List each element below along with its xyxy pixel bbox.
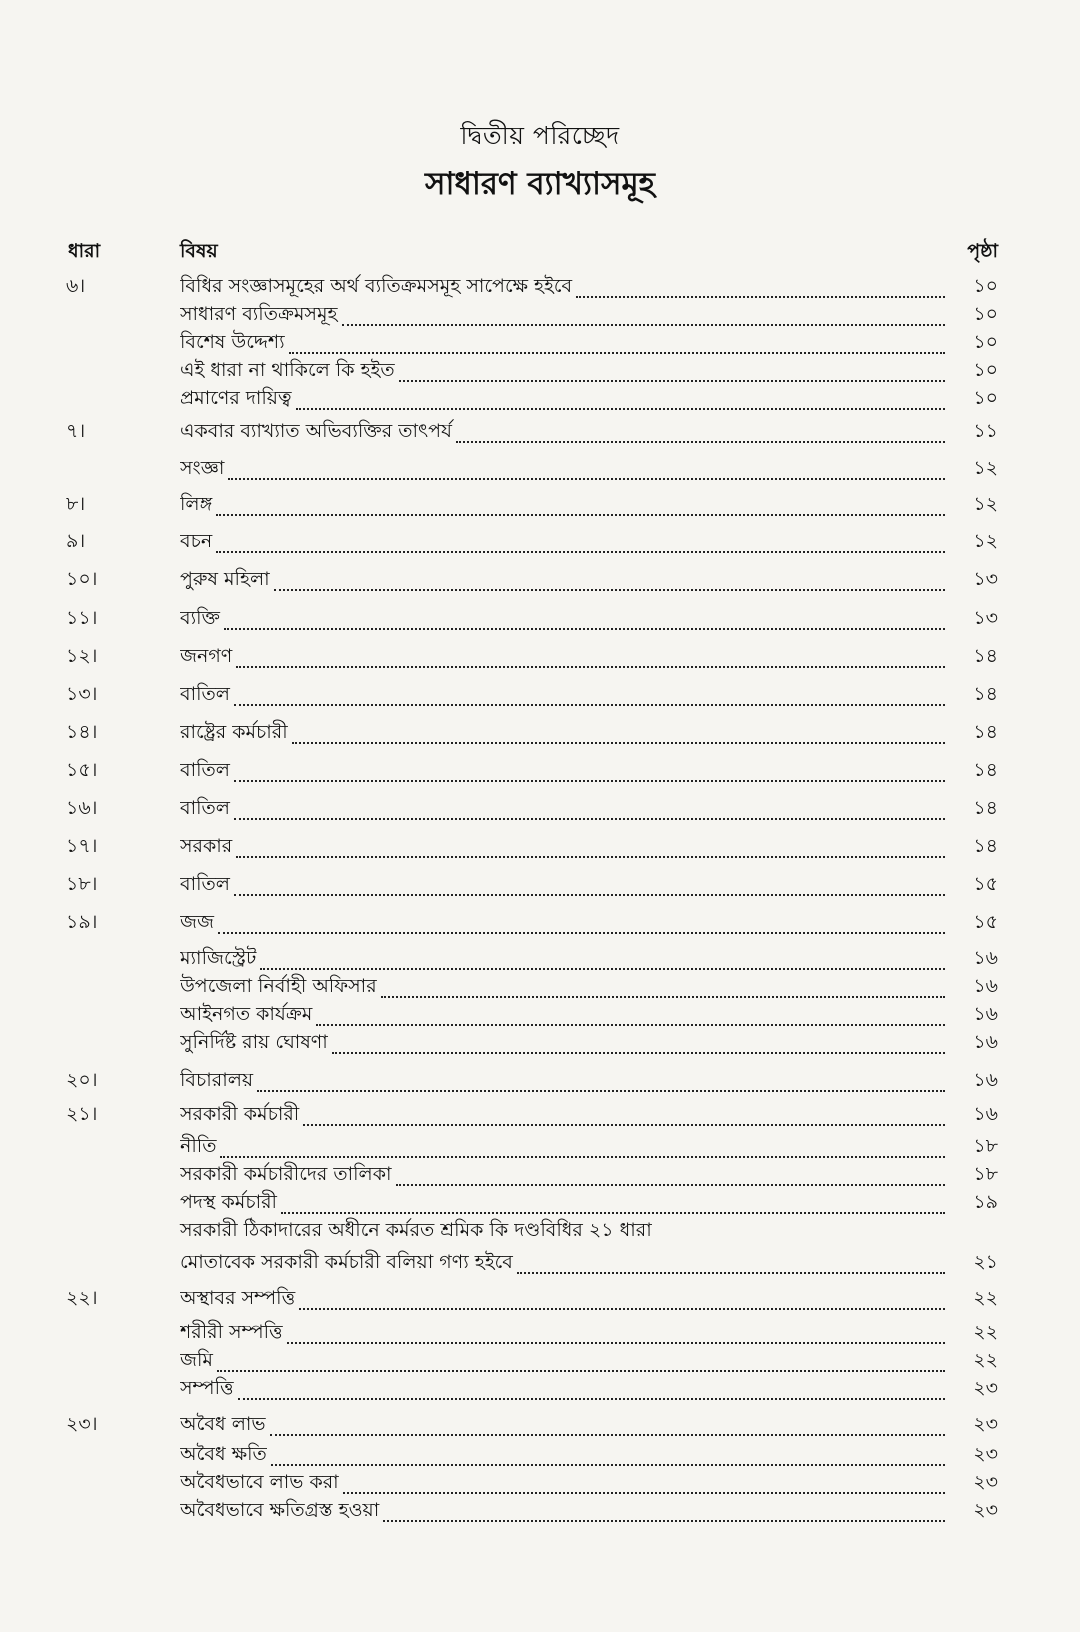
toc-subject-text: অস্থাবর সম্পত্তি	[180, 1287, 296, 1309]
dot-leader	[399, 379, 945, 382]
toc-page-number: ১৫	[973, 873, 998, 895]
dot-leader	[274, 588, 945, 591]
toc-section-number: ১৯।	[66, 911, 98, 933]
toc-subject	[180, 604, 945, 636]
toc-page-number: ১৯	[973, 1191, 998, 1213]
toc-subject	[180, 454, 945, 486]
toc-row	[0, 1028, 1080, 1060]
dot-leader	[238, 1397, 945, 1400]
toc-subject-text: শরীরী সম্পত্তি	[180, 1321, 283, 1343]
toc-row	[0, 718, 1080, 750]
toc-section-number: ৭।	[66, 420, 86, 442]
toc-subject-text: মোতাবেক সরকারী কর্মচারী বলিয়া গণ্য হইবে	[180, 1251, 513, 1273]
dot-leader	[216, 550, 945, 553]
dot-leader	[234, 779, 945, 782]
toc-row	[0, 870, 1080, 902]
toc-page-number: ২২	[973, 1287, 998, 1309]
toc-subject-text: বাতিল	[180, 759, 230, 781]
toc-page-number: ১৪	[973, 759, 998, 781]
toc-subject-text: সাধারণ ব্যতিক্রমসমূহ	[180, 303, 338, 325]
toc-page-number: ১৬	[973, 947, 998, 969]
toc-page-number: ২৩	[973, 1377, 998, 1399]
toc-page-number: ১৪	[973, 721, 998, 743]
toc-page-number: ১২	[973, 457, 998, 479]
toc-subject-text: এই ধারা না থাকিলে কি হইত	[180, 359, 395, 381]
toc-subject	[180, 384, 945, 416]
dot-leader	[217, 1369, 945, 1372]
dot-leader	[383, 1519, 945, 1522]
toc-subject-text: সরকার	[180, 835, 233, 857]
toc-page-number: ১৬	[973, 975, 998, 997]
dot-leader	[260, 967, 945, 970]
column-header-subject: বিষয়	[180, 240, 218, 262]
dot-leader	[381, 995, 945, 998]
toc-page-number: ১৪	[973, 797, 998, 819]
toc-subject-text: জনগণ	[180, 645, 233, 667]
toc-row	[0, 490, 1080, 522]
toc-page-number: ১৩	[973, 607, 998, 629]
toc-subject	[180, 756, 945, 788]
toc-page-number: ১১	[973, 420, 998, 442]
toc-section-number: ১২।	[66, 645, 98, 667]
toc-page-number: ১৬	[973, 1069, 998, 1091]
dot-leader	[303, 1123, 945, 1126]
toc-page-number: ১২	[973, 493, 998, 515]
toc-subject-text: বিধির সংজ্ঞাসমূহের অর্থ ব্যতিক্রমসমূহ সাপেক্ষে হইবে	[180, 275, 573, 297]
toc-subject	[180, 1374, 945, 1406]
section-subtitle: সাধারণ ব্যাখ্যাসমূহ	[425, 166, 655, 202]
toc-page-number: ২৩	[973, 1413, 998, 1435]
toc-subject-text: লিঙ্গ	[180, 493, 213, 515]
toc-subject-text: বাতিল	[180, 683, 230, 705]
dot-leader	[234, 703, 945, 706]
dot-leader	[228, 477, 945, 480]
toc-section-number: ১৩।	[66, 683, 98, 705]
toc-row	[0, 1496, 1080, 1528]
toc-subject	[180, 794, 945, 826]
toc-subject-text: প্রমাণের দায়িত্ব	[180, 387, 292, 409]
dot-leader	[224, 627, 945, 630]
dot-leader	[281, 1211, 945, 1214]
toc-subject	[180, 565, 945, 597]
toc-section-number: ২১।	[66, 1103, 98, 1125]
dot-leader	[257, 1089, 945, 1092]
toc-page-number: ১০	[973, 275, 998, 297]
toc-page-number: ১৩	[973, 568, 998, 590]
toc-row	[0, 565, 1080, 597]
toc-subject	[180, 870, 945, 902]
dot-leader	[234, 893, 945, 896]
dot-leader	[456, 440, 945, 443]
toc-page-number: ২২	[973, 1321, 998, 1343]
toc-subject-text: আইনগত কার্যক্রম	[180, 1003, 313, 1025]
dot-leader	[332, 1051, 945, 1054]
toc-subject-text: সংজ্ঞা	[180, 457, 225, 479]
toc-row	[0, 604, 1080, 636]
toc-subject-text: অবৈধ লাভ	[180, 1413, 266, 1435]
dot-leader	[316, 1023, 945, 1026]
dot-leader	[218, 931, 945, 934]
toc-section-number: ৬।	[66, 275, 86, 297]
toc-row	[0, 454, 1080, 486]
toc-page-number: ২৩	[973, 1499, 998, 1521]
toc-row	[0, 908, 1080, 940]
toc-subject	[180, 1248, 945, 1280]
toc-row	[0, 1216, 1080, 1280]
toc-subject	[180, 832, 945, 864]
column-header-section: ধারা	[68, 240, 101, 262]
toc-row	[0, 384, 1080, 416]
toc-subject-text: জজ	[180, 911, 214, 933]
toc-subject-text: সুনির্দিষ্ট রায় ঘোষণা	[180, 1031, 328, 1053]
toc-subject	[180, 1496, 945, 1528]
toc-page-number: ১৫	[973, 911, 998, 933]
toc-section-number: ১৪।	[66, 721, 98, 743]
toc-section-number: ১১।	[66, 607, 98, 629]
toc-subject-text: বচন	[180, 530, 213, 552]
toc-subject-text: নীতি	[180, 1135, 217, 1157]
toc-page-number: ১৪	[973, 645, 998, 667]
dot-leader	[236, 855, 945, 858]
toc-subject-line: সরকারী ঠিকাদারের অধীনে কর্মরত শ্রমিক কি দণ্ডবিধির ২১ ধারা	[180, 1219, 652, 1241]
toc-subject-text: অবৈধভাবে ক্ষতিগ্রস্ত হওয়া	[180, 1499, 380, 1521]
toc-subject-text: অবৈধভাবে লাভ করা	[180, 1471, 339, 1493]
toc-section-number: ২০।	[66, 1069, 98, 1091]
toc-subject	[180, 490, 945, 522]
chapter-title: দ্বিতীয় পরিচ্ছেদ	[460, 121, 620, 150]
dot-leader	[287, 1341, 945, 1344]
toc-page-number: ১০	[973, 359, 998, 381]
toc-subject	[180, 1100, 945, 1132]
dot-leader	[576, 295, 945, 298]
toc-subject-text: ব্যক্তি	[180, 607, 220, 629]
toc-row	[0, 1066, 1080, 1098]
toc-section-number: ২৩।	[66, 1413, 98, 1435]
toc-page-number: ১২	[973, 530, 998, 552]
toc-subject-text: একবার ব্যাখ্যাত অভিব্যক্তির তাৎপর্য	[180, 420, 452, 442]
toc-subject	[180, 908, 945, 940]
toc-section-number: ২২।	[66, 1287, 98, 1309]
toc-subject-text: সরকারী কর্মচারীদের তালিকা	[180, 1163, 392, 1185]
dot-leader	[517, 1271, 945, 1274]
toc-subject-text: পুরুষ মহিলা	[180, 568, 270, 590]
toc-section-number: ১৬।	[66, 797, 98, 819]
dot-leader	[396, 1183, 946, 1186]
dot-leader	[234, 817, 945, 820]
toc-subject	[180, 1410, 945, 1442]
toc-row	[0, 642, 1080, 674]
toc-row	[0, 756, 1080, 788]
toc-section-number: ১৮।	[66, 873, 98, 895]
toc-subject	[180, 680, 945, 712]
toc-row	[0, 680, 1080, 712]
dot-leader	[296, 407, 946, 410]
dot-leader	[270, 1433, 945, 1436]
toc-row	[0, 832, 1080, 864]
toc-row	[0, 1374, 1080, 1406]
toc-subject-text: ম্যাজিস্ট্রেট	[180, 947, 257, 969]
dot-leader	[343, 1491, 945, 1494]
toc-subject	[180, 1284, 945, 1316]
toc-page-number: ১৪	[973, 835, 998, 857]
toc-subject-text: অবৈধ ক্ষতি	[180, 1443, 267, 1465]
toc-page-number: ২৩	[973, 1471, 998, 1493]
toc-page-number: ১৬	[973, 1031, 998, 1053]
dot-leader	[292, 741, 945, 744]
dot-leader	[216, 513, 945, 516]
toc-subject-text: পদস্থ কর্মচারী	[180, 1191, 277, 1213]
toc-section-number: ১৫।	[66, 759, 98, 781]
toc-row	[0, 417, 1080, 449]
toc-page-number: ২৩	[973, 1443, 998, 1465]
dot-leader	[220, 1155, 945, 1158]
toc-page-number: ১৮	[973, 1135, 998, 1157]
toc-section-number: ৯।	[66, 530, 86, 552]
toc-subject-text: বিচারালয়	[180, 1069, 254, 1091]
toc-subject-text: বাতিল	[180, 873, 230, 895]
toc-section-number: ১৭।	[66, 835, 98, 857]
toc-subject	[180, 642, 945, 674]
dot-leader	[236, 665, 945, 668]
toc-page-number: ১০	[973, 303, 998, 325]
toc-page-number: ১৮	[973, 1163, 998, 1185]
dot-leader	[299, 1307, 945, 1310]
column-header-page: পৃষ্ঠা	[967, 240, 998, 262]
toc-subject	[180, 527, 945, 559]
toc-row	[0, 527, 1080, 559]
toc-subject	[180, 1028, 945, 1060]
dot-leader	[289, 351, 945, 354]
toc-page-number: ১৬	[973, 1003, 998, 1025]
toc-subject-text: রাষ্ট্রের কর্মচারী	[180, 721, 288, 743]
toc-page-number: ১০	[973, 387, 998, 409]
toc-subject-text: সরকারী কর্মচারী	[180, 1103, 300, 1125]
dot-leader	[271, 1463, 945, 1466]
toc-subject-text: জমি	[180, 1349, 213, 1371]
toc-subject	[180, 417, 945, 449]
toc-row	[0, 1284, 1080, 1316]
toc-row	[0, 794, 1080, 826]
toc-section-number: ১০।	[66, 568, 98, 590]
toc-page-number: ১৬	[973, 1103, 998, 1125]
toc-subject	[180, 1066, 945, 1098]
toc-page-number: ১৪	[973, 683, 998, 705]
toc-row	[0, 1100, 1080, 1132]
toc-subject-text: বিশেষ উদ্দেশ্য	[180, 331, 285, 353]
toc-subject-text: বাতিল	[180, 797, 230, 819]
toc-section-number: ৮।	[66, 493, 86, 515]
toc-page-number: ১০	[973, 331, 998, 353]
toc-subject-text: উপজেলা নির্বাহী অফিসার	[180, 975, 377, 997]
toc-subject-text: সম্পত্তি	[180, 1377, 234, 1399]
dot-leader	[342, 323, 946, 326]
toc-page-number: ২১	[973, 1251, 998, 1273]
toc-row	[0, 1410, 1080, 1442]
toc-subject	[180, 718, 945, 750]
toc-page-number: ২২	[973, 1349, 998, 1371]
